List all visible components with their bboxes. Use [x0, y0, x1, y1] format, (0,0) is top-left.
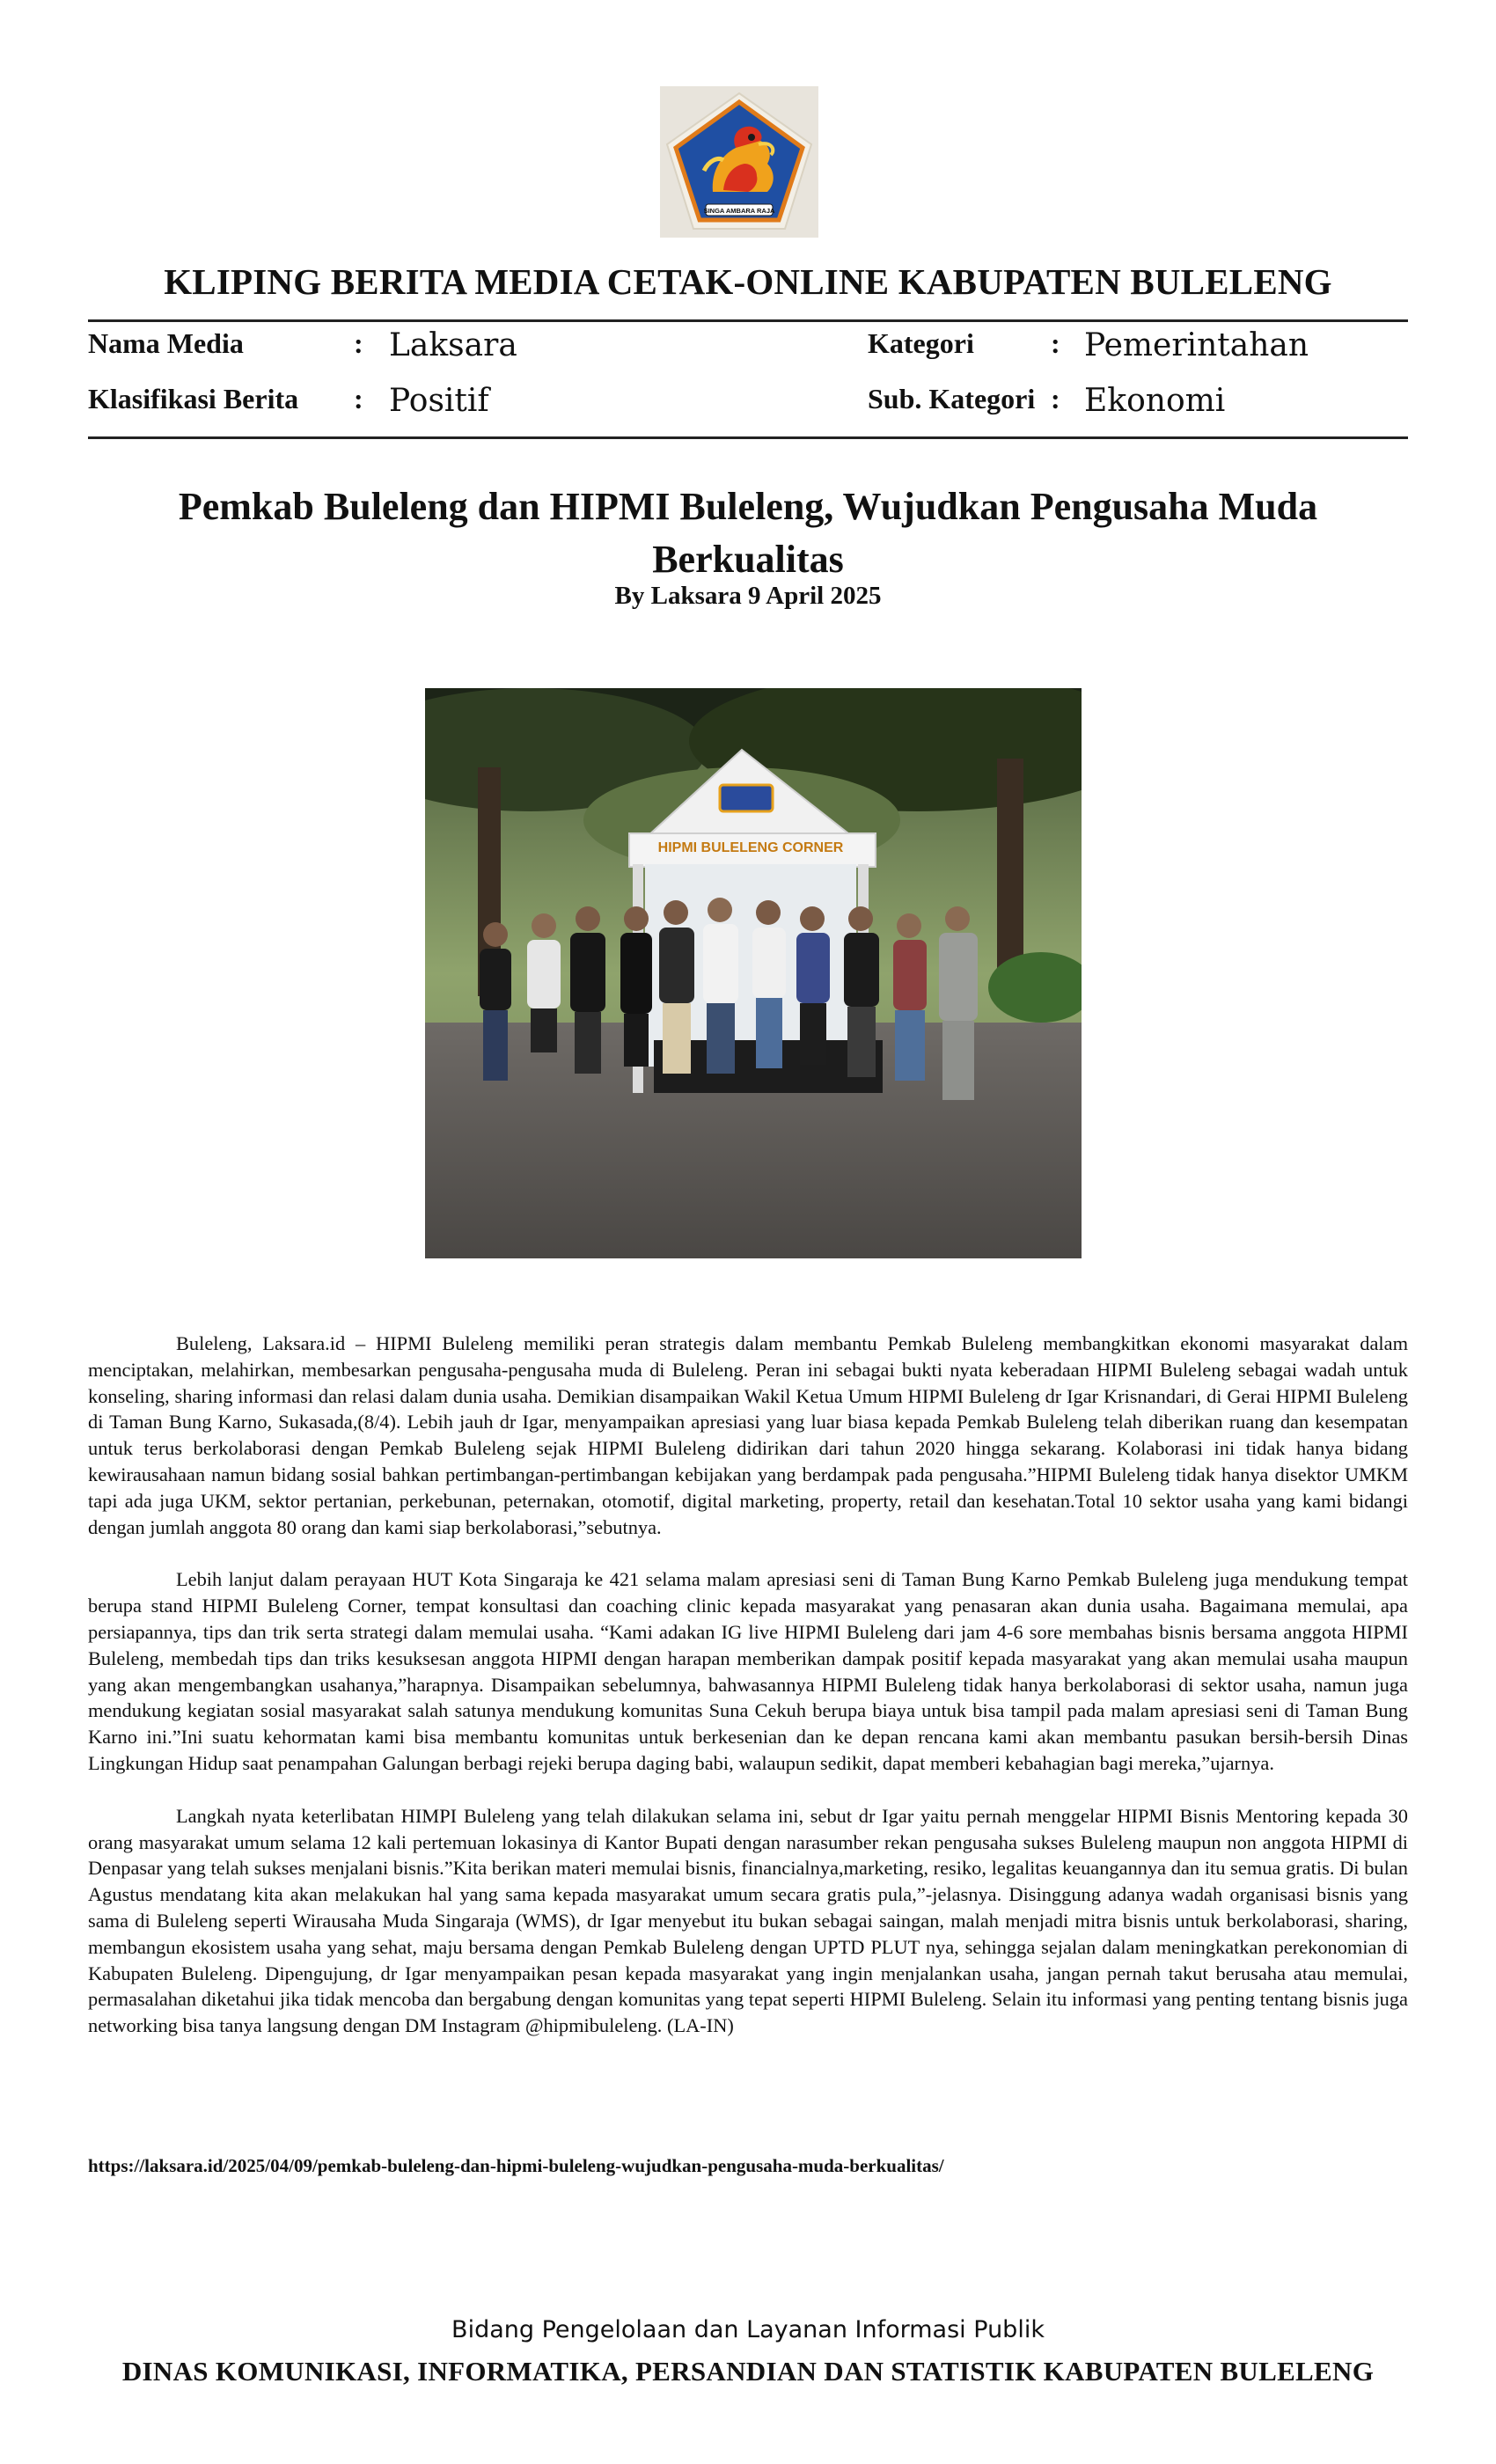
article-body [88, 1331, 1408, 2065]
subcategory-value: Ekonomi [1084, 383, 1226, 419]
article-paragraph: Buleleng, Laksara.id – HIPMI Buleleng memiliki peran strategis dalam membantu Pemkab Buleleng membangkitkan ekonomi masyarakat dalam menciptakan, melahirkan, membesarkan pengusaha-pengusaha muda di Buleleng. Peran ini sebagai bukti nyata keberadaan HIPMI Buleleng sebagai wadah untuk konseling, sharing informasi dan relasi dalam dunia usaha. Demikian disampaikan Wakil Ketua Umum HIPMI Buleleng dr Igar Krisnandari, di Gerai HIPMI Buleleng di Taman Bung Karno, Sukasada,(8/4). Lebih jauh dr Igar, menyampaikan apresiasi yang luar biasa kepada Pemkab Buleleng telah diberikan ruang dan kesempatan untuk terus berkolaborasi dengan Pemkab Buleleng sejak HIPMI Buleleng didirikan dari tahun 2020 hingga sekarang. Kolaborasi ini tidak hanya bidang kewirausahaan namun bidang sosial bahkan pertimbangan-pertimbangan kebijakan yang berdampak pada pengusaha.”HIPMI Buleleng tidak hanya disektor UMKM tapi ada juga UKM, sektor pertanian, perkebunan, peternakan, otomotif, digital marketing, property, retail dan kesehatan.Total 10 sektor usaha yang kami bidangi dengan jumlah anggota 80 orang dan kami siap berkolaborasi,”sebutnya. [88, 1332, 1408, 1538]
subcategory-label: Sub. Kategori [868, 383, 1036, 414]
media-name-label: Nama Media [88, 327, 244, 359]
category-label: Kategori [868, 327, 974, 359]
news-classification-value: Positif [389, 383, 489, 419]
article-photo [425, 688, 1082, 1258]
article-byline: By Laksara 9 April 2025 [614, 582, 882, 610]
media-name-colon: : [354, 327, 363, 359]
crest-motto: SINGA AMBARA RAJA [703, 207, 775, 215]
photo-banner-text: HIPMI BULELENG CORNER [657, 840, 844, 855]
article-paragraph: Langkah nyata keterlibatan HIMPI Buleleng yang telah dilakukan selama ini, sebut dr Igar yaitu pernah menggelar HIPMI Bisnis Mentoring kepada 30 orang masyarakat umum selama 12 kali pertemuan lokasinya di Kantor Bupati dengan narasumber rekan pengusaha sukses Buleleng maupun non anggota HIPMI di Denpasar yang telah sukses menjalani bisnis.”Kita berikan materi memulai bisnis, financialnya,marketing, resiko, legalitas keuangannya dan itu semua gratis. Di bulan Agustus mendatang kita akan melakukan hal yang sama kepada masyarakat umum secara gratis pula,”-jelasnya. Disinggung adanya wadah organisasi bisnis yang sama di Buleleng seperti Wirausaha Muda Singaraja (WMS), dr Igar menyebut itu bukan sebagai saingan, malah menjadi mitra bisnis untuk berkolaborasi, sharing, membangun ekosistem usaha yang sehat, maju bersama dengan Pemkab Buleleng dengan UPTD PLUT nya, sehingga sejalan dalam meningkatkan perekonomian di Kabupaten Buleleng. Dipengujung, dr Igar menyampaikan pesan kepada masyarakat yang ingin menjalankan usaha, jangan pernah takut berusaha atau memulai, permasalahan diketahui jika tidak mencoba dan bergabung dengan komunitas yang tepat seperti HIPMI Buleleng. Selain itu informasi yang penting tentang bisnis juga networking bisa tanya langsung dengan DM Instagram @hipmibuleleng. (LA-IN) [88, 1804, 1408, 2037]
subcategory-colon: : [1051, 383, 1060, 414]
category-colon: : [1051, 327, 1060, 359]
header-divider-bottom [88, 436, 1408, 439]
header-divider-top [88, 319, 1408, 322]
footer-department-name: DINAS KOMUNIKASI, INFORMATIKA, PERSANDIAN DAN STATISTIK KABUPATEN BULELENG [121, 2356, 1375, 2387]
kabupaten-buleleng-crest-icon [660, 86, 818, 238]
document-header-title: KLIPING BERITA MEDIA CETAK-ONLINE KABUPATEN BULELENG [164, 261, 1332, 302]
news-classification-colon: : [354, 383, 363, 414]
news-classification-label: Klasifikasi Berita [88, 383, 299, 414]
article-source-link[interactable]: https://laksara.id/2025/04/09/pemkab-buleleng-dan-hipmi-buleleng-wujudkan-pengusaha-muda-berkualitas/ [88, 2155, 944, 2176]
article-paragraph: Lebih lanjut dalam perayaan HUT Kota Singaraja ke 421 selama malam apresiasi seni di Taman Bung Karno Pemkab Buleleng juga mendukung tempat berupa stand HIPMI Buleleng Corner, tempat konsultasi dan coaching clinic kepada masyarakat yang penasaran akan dunia usaha. Bagaimana memulai, apa persiapannya, tips dan trik serta strategi dalam memulai usaha. “Kami adakan IG live HIPMI Buleleng dari jam 4-6 sore membahas bisnis bersama anggota HIPMI Buleleng, membedah tips dan triks kesuksesan anggota HIPMI dengan harapan memberikan dampak positif kepada masyarakat yang akan memulai usaha maupun yang akan mengembangkan usahanya,”harapnya. Disampaikan sebelumnya, bahwasannya HIPMI Buleleng tidak hanya berkolaborasi di sektor usaha, namun juga mendukung kegiatan sosial masyarakat salah satunya mendukung komunitas Suna Cekuh berupa biaya untuk bisa tampil pada malam apresiasi seni di Taman Bung Karno ini.”Ini suatu kehormatan kami bisa membantu komunitas untuk berkesenian dan ke depan rencana kami akan membantu pasukan bersih-bersih Dinas Lingkungan Hidup saat penampahan Galungan berbagi rejeki berupa daging babi, walaupun sedikit, dapat memberi kebahagian bagi mereka,”ujarnya. [88, 1568, 1408, 1774]
category-value: Pemerintahan [1084, 327, 1309, 363]
article-title: Pemkab Buleleng dan HIPMI Buleleng, Wujudkan Pengusaha Muda Berkualitas [178, 485, 1318, 581]
media-name-value: Laksara [389, 327, 517, 363]
footer-unit-name: Bidang Pengelolaan dan Layanan Informasi Publik [451, 2316, 1045, 2343]
